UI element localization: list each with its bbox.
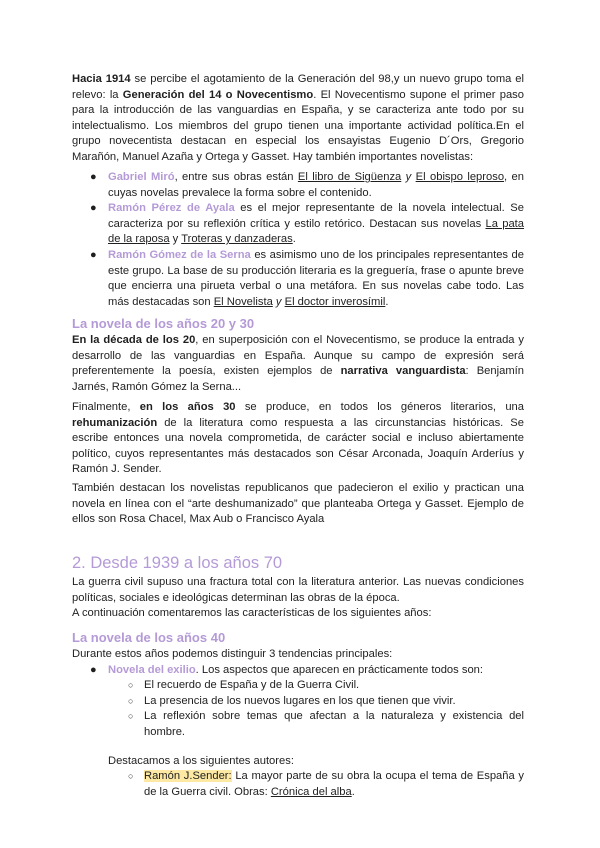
section-heading: La novela de los años 20 y 30 <box>72 316 255 331</box>
list-item: ● Gabriel Miró, entre sus obras están El libro de Sigüenza y El obispo leproso, en cuyas novelas prevalece la forma sobre el contenido. <box>90 171 524 199</box>
novelists-list <box>72 170 524 310</box>
list-item: ○ La reflexión sobre temas que afectan a la naturaleza y existencia del hombre. <box>128 710 524 738</box>
intro-paragraph: Hacia 1914 se percibe el agotamiento de la Generación del 98,y un nuevo grupo toma el relevo: la Generación del 14 o Novecentismo. El Novecentismo supone el primer paso para la introducción de las vanguardias en España, y se caracteriza ante todo por su intelectualismo. Los miembros del grupo tienen una importante actividad política.En el grupo novecentista destacan en especial los ensayistas Eugenio D´Ors, Gregorio Marañón, Manuel Azaña y Ortega y Gasset. Hay también importantes novelistas: <box>72 73 524 163</box>
generation-14: Generación del 14 o Novecentismo <box>122 88 314 101</box>
paragraph-exile: También destacan los novelistas republicanos que padecieron el exilio y practican una novela en línea con el “arte deshumanizado” que planteaba Ortega y Gasset. Ejemplo de ellos son Rosa Chacel, Max Aub o Francisco Ayala <box>72 482 524 526</box>
section-heading: La novela de los años 40 <box>72 630 226 645</box>
section-40s: La novela de los años 40 Durante estos años podemos distinguir 3 tendencias principales: ● Novela del exilio. Los aspectos que aparecen en prácticamente todos son: ○ El recuerdo de España y de la Guerra Civil. ○ La presencia de los nuevos lugares en los que tienen que vivir. ○ La reflexión sobre temas que afectan a la naturaleza y existencia del hombre. Destacamos a los siguientes autores: ○ Ramón J.Sender: La mayor parte de su obra la ocupa el tema de España y de la Guerra civil. Obras: Crónica del alba. <box>72 630 524 800</box>
list-item: ● Ramón Gómez de la Serna es asimismo uno de los principales representantes de este grupo. La base de su producción literaria es la greguería, frase o apunte breve que encierra una pirueta verbal o una metáfora. En sus novelas cabe todo. Las más destacadas son El Novelista y El doctor inverosímil. <box>90 248 524 308</box>
circle-bullet-icon: ○ <box>128 695 134 706</box>
list-item: ○ El recuerdo de España y de la Guerra Civil. <box>72 678 524 694</box>
list-item: ● Ramón Pérez de Ayala es el mejor representante de la novela intelectual. Se caracteriza por su reflexión crítica y estilo retórico. Destacan sus novelas La pata de la raposa y Troteras y danzaderas. <box>90 202 525 246</box>
section-2: 2. Desde 1939 a los años 70 La guerra civil supuso una fractura total con la literatura anterior. Las nuevas condiciones políticas, sociales e ideológicas determinan las obras de la época. A continuación comentaremos las características de los siguientes años: <box>72 554 524 620</box>
list-item: ● Novela del exilio. Los aspectos que aparecen en prácticamente todos son: <box>72 663 524 679</box>
intro-date: Hacia 1914 <box>72 73 131 85</box>
section-2-heading: 2. Desde 1939 a los años 70 <box>72 554 283 572</box>
circle-bullet-icon: ○ <box>128 711 134 722</box>
circle-bullet-icon: ○ <box>128 680 134 691</box>
bullet-icon: ● <box>90 202 97 215</box>
list-item: ○ Ramón J.Sender: La mayor parte de su obra la ocupa el tema de España y de la Guerra civil. Obras: Crónica del alba. <box>128 770 524 798</box>
bullet-icon: ● <box>90 663 97 676</box>
paragraph-30s: Finalmente, en los años 30 se produce, en todos los géneros literarios, una rehumanización de la literatura como respuesta a las circunstancias históricas. Se escribe entonces una novela comprometida, de carácter social e incluso abiertamente político, cuyos representantes más destacados son César Arconada, Joaquín Arderíus y Ramón J. Sender. <box>72 401 525 476</box>
bullet-icon: ● <box>90 248 97 261</box>
list-item: ○ La presencia de los nuevos lugares en los que tienen que vivir. <box>72 694 524 710</box>
highlighted-author: Ramón J.Sender: <box>144 770 232 783</box>
circle-bullet-icon: ○ <box>128 771 134 782</box>
section-20-30: La novela de los años 20 y 30 En la década de los 20, en superposición con el Novecentismo, se produce la entrada y desarrollo de las vanguardias en España. Aunque su campo de expresión será preferentemente la poesía, existen ejemplos de narrativa vanguardista: Benjamín Jarnés, Ramón Gómez la Serna... <box>72 316 524 393</box>
bullet-icon: ● <box>90 171 97 183</box>
